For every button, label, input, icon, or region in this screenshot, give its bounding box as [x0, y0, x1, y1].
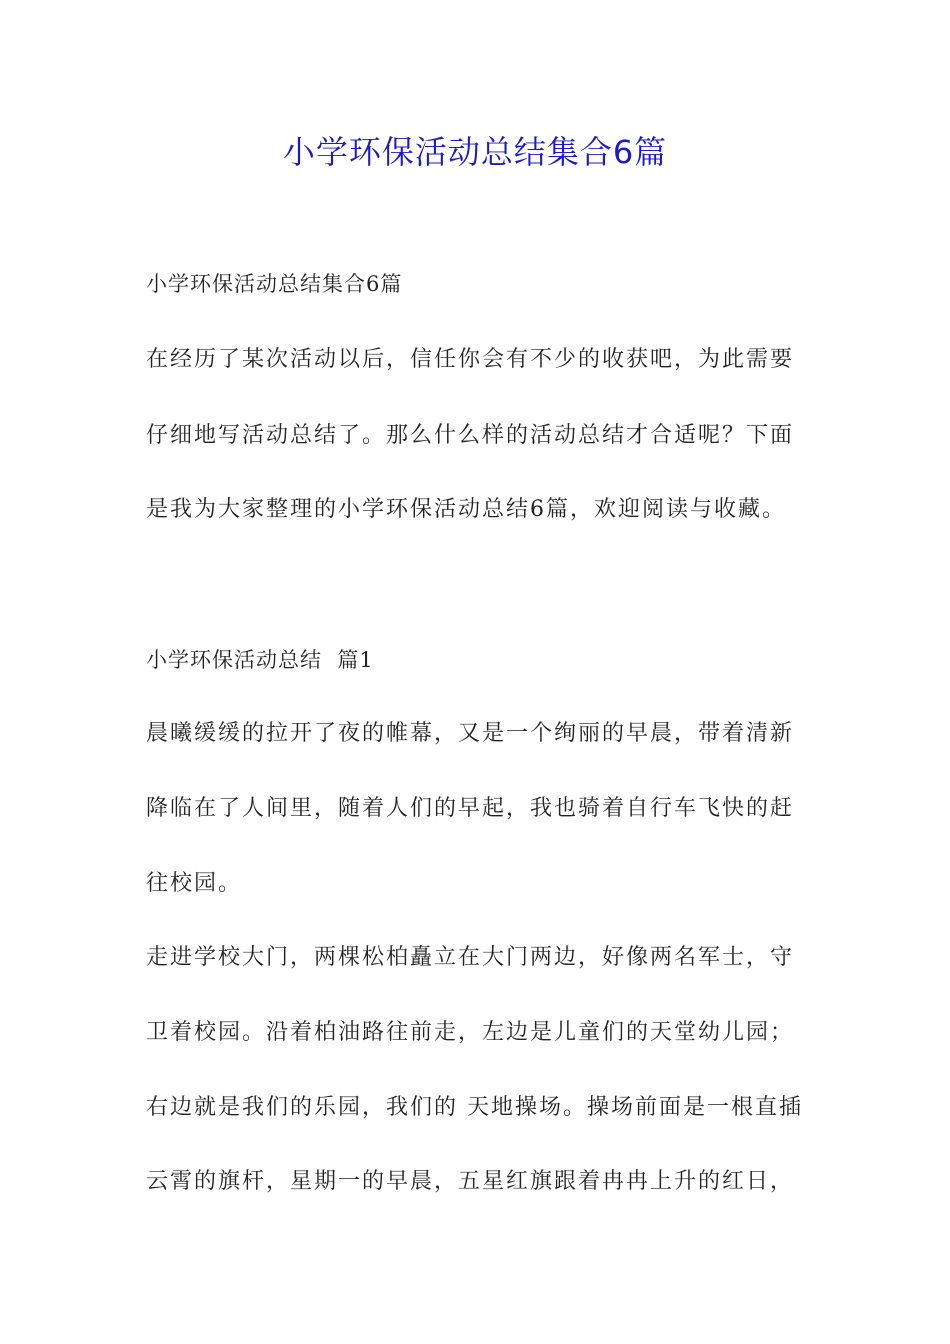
intro-line-2: 仔细地写活动总结了。那么什么样的活动总结才合适呢？下面: [146, 423, 795, 448]
document-subtitle: 小学环保活动总结集合6篇: [146, 272, 403, 296]
paragraph-2-line-1: 走进学校大门，两棵松柏矗立在大门两边，好像两名军士，守: [146, 945, 795, 970]
paragraph-1-line-1: 晨曦缓缓的拉开了夜的帷幕，又是一个绚丽的早晨，带着清新: [146, 721, 795, 746]
paragraph-2-line-4: 云霄的旗杆，星期一的早晨，五星红旗跟着冉冉上升的红日，: [146, 1169, 795, 1194]
intro-line-1: 在经历了某次活动以后，信任你会有不少的收获吧，为此需要: [146, 347, 795, 372]
paragraph-1-line-2: 降临在了人间里，随着人们的早起，我也骑着自行车飞快的赶: [146, 796, 795, 821]
section-heading: 小学环保活动总结 篇1: [146, 648, 374, 672]
intro-line-3: 是我为大家整理的小学环保活动总结6篇，欢迎阅读与收藏。: [146, 497, 786, 522]
paragraph-2-line-3: 右边就是我们的乐园，我们的 天地操场。操场前面是一根直插: [146, 1095, 803, 1120]
paragraph-1-line-3: 往校园。: [146, 871, 243, 896]
document-title: 小学环保活动总结集合6篇: [282, 133, 668, 171]
paragraph-2-line-2: 卫着校园。沿着柏油路往前走，左边是儿童们的天堂幼儿园；: [146, 1020, 795, 1045]
